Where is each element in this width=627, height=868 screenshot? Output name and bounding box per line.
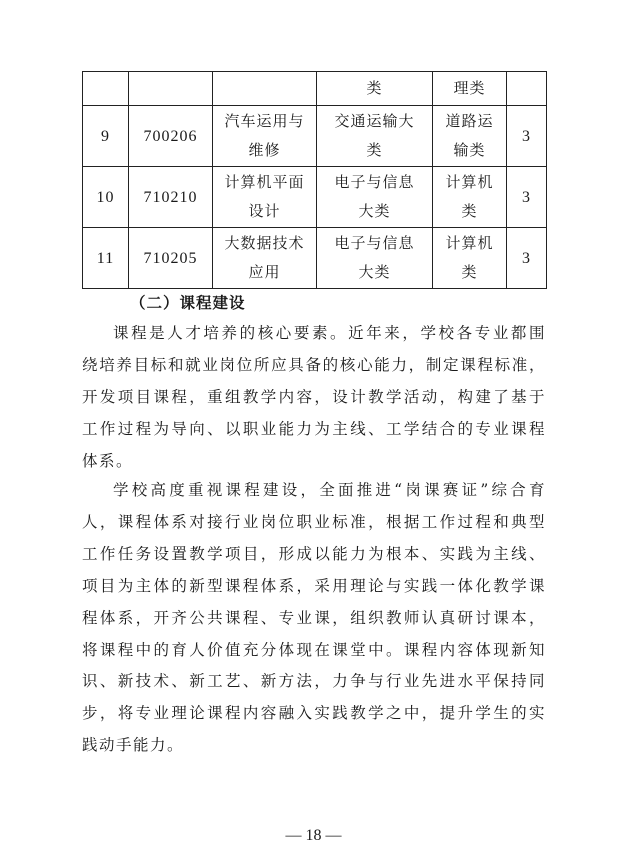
cell-name	[213, 228, 317, 289]
cell-name	[213, 72, 317, 106]
course-table	[82, 71, 547, 289]
cell-code	[129, 72, 213, 106]
cell-subcategory	[433, 228, 507, 289]
cell-category	[317, 167, 433, 228]
paragraph-line: 步，将专业理论课程内容融入实践教学之中，提升学生的实	[82, 704, 546, 723]
paragraph-line: 践动手能力。	[82, 736, 185, 755]
cell-count: 3	[507, 228, 547, 289]
cell-subcategory-line: 计算机	[445, 173, 494, 191]
cell-code: 710210	[129, 167, 213, 228]
paragraph-line: 学校高度重视课程建设，全面推进“岗课赛证”综合育	[113, 481, 546, 499]
paragraph-line: 将课程中的育人价值充分体现在课堂中。课程内容体现新知	[82, 640, 546, 659]
cell-subcategory	[433, 72, 507, 106]
cell-subcategory-line: 理类	[453, 79, 486, 97]
cell-category-line: 交通运输大	[334, 112, 415, 130]
paragraph-line: 工作任务设置教学项目，形成以能力为根本、实践为主线、	[82, 544, 546, 563]
table-row	[83, 228, 547, 289]
section-heading: （二）课程建设	[130, 293, 246, 312]
paragraph-line: 人，课程体系对接行业岗位职业标准，根据工作过程和典型	[82, 512, 546, 531]
table-row	[83, 167, 547, 228]
page-number: — 18 —	[285, 827, 342, 844]
cell-name	[213, 106, 317, 167]
cell-subcategory	[433, 106, 507, 167]
table-row	[83, 106, 547, 167]
paragraph-line: 课程是人才培养的核心要素。近年来，学校各专业都围	[113, 324, 546, 342]
cell-category-line: 类	[366, 79, 383, 97]
cell-count: 3	[507, 106, 547, 167]
paragraph-line: 程体系，开齐公共课程、专业课，组织教师认真研讨课本，	[82, 608, 546, 627]
cell-category-line: 类	[366, 141, 383, 159]
cell-subcategory-line: 道路运	[445, 112, 494, 130]
cell-category-line: 电子与信息	[334, 173, 415, 191]
paragraph-line: 项目为主体的新型课程体系，采用理论与实践一体化教学课	[82, 576, 546, 595]
cell-category-line: 大类	[358, 263, 391, 281]
cell-subcategory-line: 输类	[453, 141, 486, 159]
paragraph-line: 识、新技术、新工艺、新方法，力争与行业先进水平保持同	[82, 672, 546, 691]
cell-index: 10	[83, 167, 129, 228]
cell-subcategory-line: 类	[461, 202, 478, 220]
cell-code: 700206	[129, 106, 213, 167]
cell-category-line: 大类	[358, 202, 391, 220]
cell-category	[317, 228, 433, 289]
cell-code: 710205	[129, 228, 213, 289]
paragraph-line: 工作过程为导向、以职业能力为主线、工学结合的专业课程	[82, 419, 546, 438]
cell-subcategory-line: 类	[461, 263, 478, 281]
cell-name	[213, 167, 317, 228]
cell-index: 11	[83, 228, 129, 289]
cell-name-line: 应用	[248, 263, 281, 281]
paragraph-line: 开发项目课程，重组教学内容，设计教学活动，构建了基于	[82, 387, 546, 406]
cell-index	[83, 72, 129, 106]
table-row	[83, 72, 547, 106]
paragraph	[82, 475, 546, 762]
cell-name-line: 计算机平面	[224, 173, 305, 191]
paragraph-line: 体系。	[82, 451, 134, 470]
cell-category-line: 电子与信息	[334, 234, 415, 252]
cell-name-line: 大数据技术	[224, 234, 305, 252]
cell-index: 9	[83, 106, 129, 167]
cell-name-line: 汽车运用与	[224, 112, 305, 130]
cell-subcategory	[433, 167, 507, 228]
cell-subcategory-line: 计算机	[445, 234, 494, 252]
cell-count: 3	[507, 167, 547, 228]
paragraph	[82, 318, 546, 478]
cell-category	[317, 72, 433, 106]
cell-name-line: 设计	[248, 202, 281, 220]
cell-category	[317, 106, 433, 167]
cell-count	[507, 72, 547, 106]
paragraph-line: 绕培养目标和就业岗位所应具备的核心能力，制定课程标准，	[82, 355, 546, 374]
cell-name-line: 维修	[248, 141, 281, 159]
